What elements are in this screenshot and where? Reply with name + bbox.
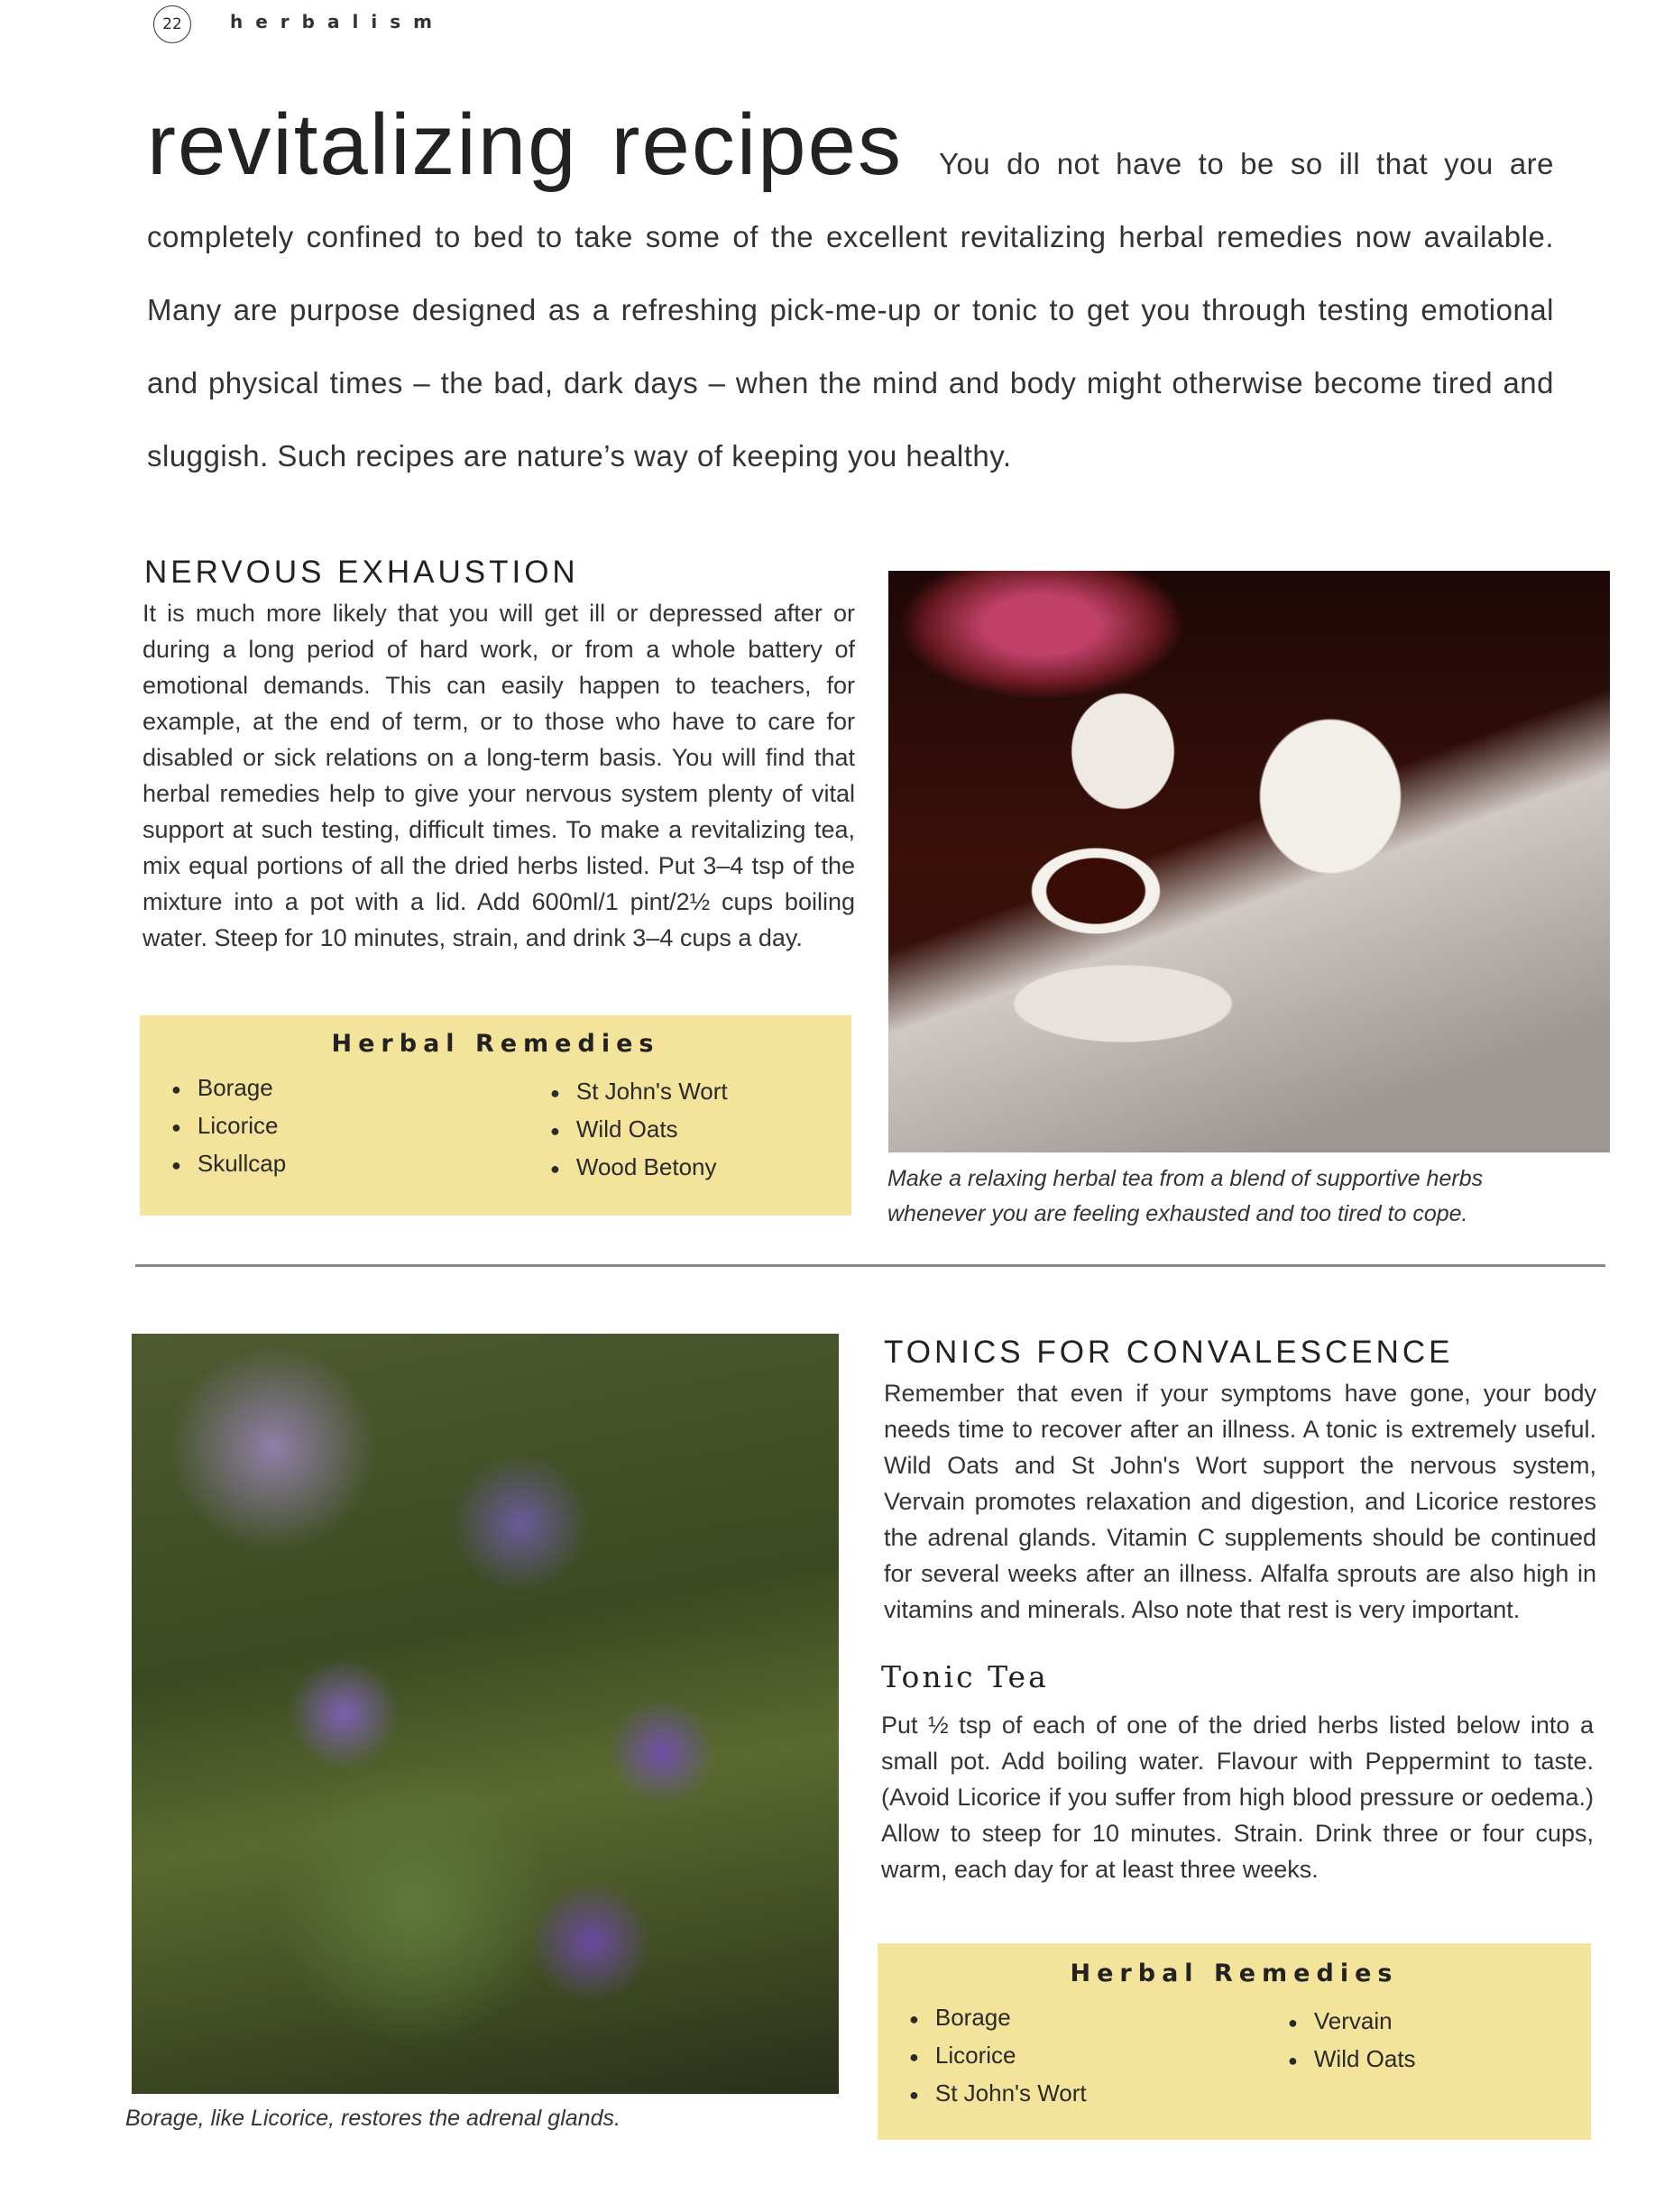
borage-photo: [132, 1334, 839, 2094]
remedies-right-list: [1288, 2003, 1416, 2079]
tonic-tea-body: Put ½ tsp of each of one of the dried herbs listed below into a small pot. Add boiling water. Flavour with Peppermint to taste. (Avoid Licorice if you suffer from high blood pressure or oedema.) Allow to steep for 10 minutes. Strain. Drink three or four cups, warm, each day for at least three weeks.: [881, 1712, 1594, 1883]
borage-photo-caption: Borage, like Licorice, restores the adrenal glands.: [125, 2106, 621, 2131]
herbal-tea-photo: [888, 571, 1610, 1152]
tonics-body: Remember that even if your symptoms have gone, your body needs time to recover after an illness. A tonic is extremely useful. Wild Oats and St John's Wort support the nervous system, Vervain promotes relaxation and digestion, and Licorice restores the adrenal glands. Vitamin C supplements should be continued for several weeks after an illness. Alfalfa sprouts are also high in vitamins and minerals. Also note that rest is very important.: [884, 1380, 1596, 1623]
remedy-item: ● Licorice: [171, 1107, 286, 1145]
intro: [147, 96, 1555, 492]
remedy-item: ● St John's Wort: [550, 1073, 728, 1111]
tea-photo-caption: Make a relaxing herbal tea from a blend of supportive herbs whenever you are feeling exhausted and too tired to cope.: [887, 1166, 1484, 1226]
remedy-item: ● Borage: [171, 1069, 286, 1107]
nervous-exhaustion-body: It is much more likely that you will get ill or depressed after or during a long period of hard work, or from a whole battery of emotional demands. This can easily happen to teachers, for example, at the end of term, or to those who have to care for disabled or sick relations on a long-term basis. You will find that herbal remedies help to give your nervous system plenty of vital support at such testing, difficult times. To make a revitalizing tea, mix equal portions of all the dried herbs listed. Put 3–4 tsp of the mixture into a pot with a lid. Add 600ml/1 pint/2½ cups boiling water. Steep for 10 minutes, strain, and drink 3–4 cups a day.: [143, 600, 855, 951]
page-title: revitalizing recipes: [147, 96, 903, 193]
remedy-item: ● Wild Oats: [550, 1111, 728, 1149]
remedies-title: Herbal Remedies: [1070, 1960, 1399, 1987]
remedy-item: ● Wood Betony: [550, 1149, 728, 1187]
section-divider: [135, 1264, 1605, 1267]
remedy-item: ● St John's Wort: [909, 2075, 1087, 2113]
intro-text: You do not have to be so ill that you are completely confined to bed to take some of the excellent revitalizing herbal remedies now available. Many are purpose designed as a refreshing pick-me-up or tonic to get you through testing emotional and physical times – the bad, dark days – when the mind and body might otherwise become tired and sluggish. Such recipes are nature’s way of keeping you healthy.: [147, 147, 1555, 473]
remedy-item: ● Vervain: [1288, 2003, 1416, 2041]
herbal-remedies-box-2: [878, 1943, 1591, 2140]
section-heading-nervous-exhaustion: NERVOUS EXHAUSTION: [144, 555, 579, 590]
remedy-item: ● Wild Oats: [1288, 2041, 1416, 2079]
page-number: 22: [153, 5, 191, 43]
section-heading-tonics: TONICS FOR CONVALESCENCE: [884, 1335, 1454, 1370]
herbal-remedies-box-1: [140, 1015, 851, 1216]
remedies-left-list: [909, 1999, 1087, 2113]
remedy-item: ● Licorice: [909, 2037, 1087, 2075]
remedy-item: ● Borage: [909, 1999, 1087, 2037]
remedies-title: Herbal Remedies: [331, 1030, 660, 1058]
tonic-tea-heading: Tonic Tea: [881, 1659, 1049, 1694]
remedy-item: ● Skullcap: [171, 1145, 286, 1183]
remedies-right-list: [550, 1073, 728, 1187]
running-title: herbalism: [230, 11, 445, 32]
remedies-left-list: [171, 1069, 286, 1183]
